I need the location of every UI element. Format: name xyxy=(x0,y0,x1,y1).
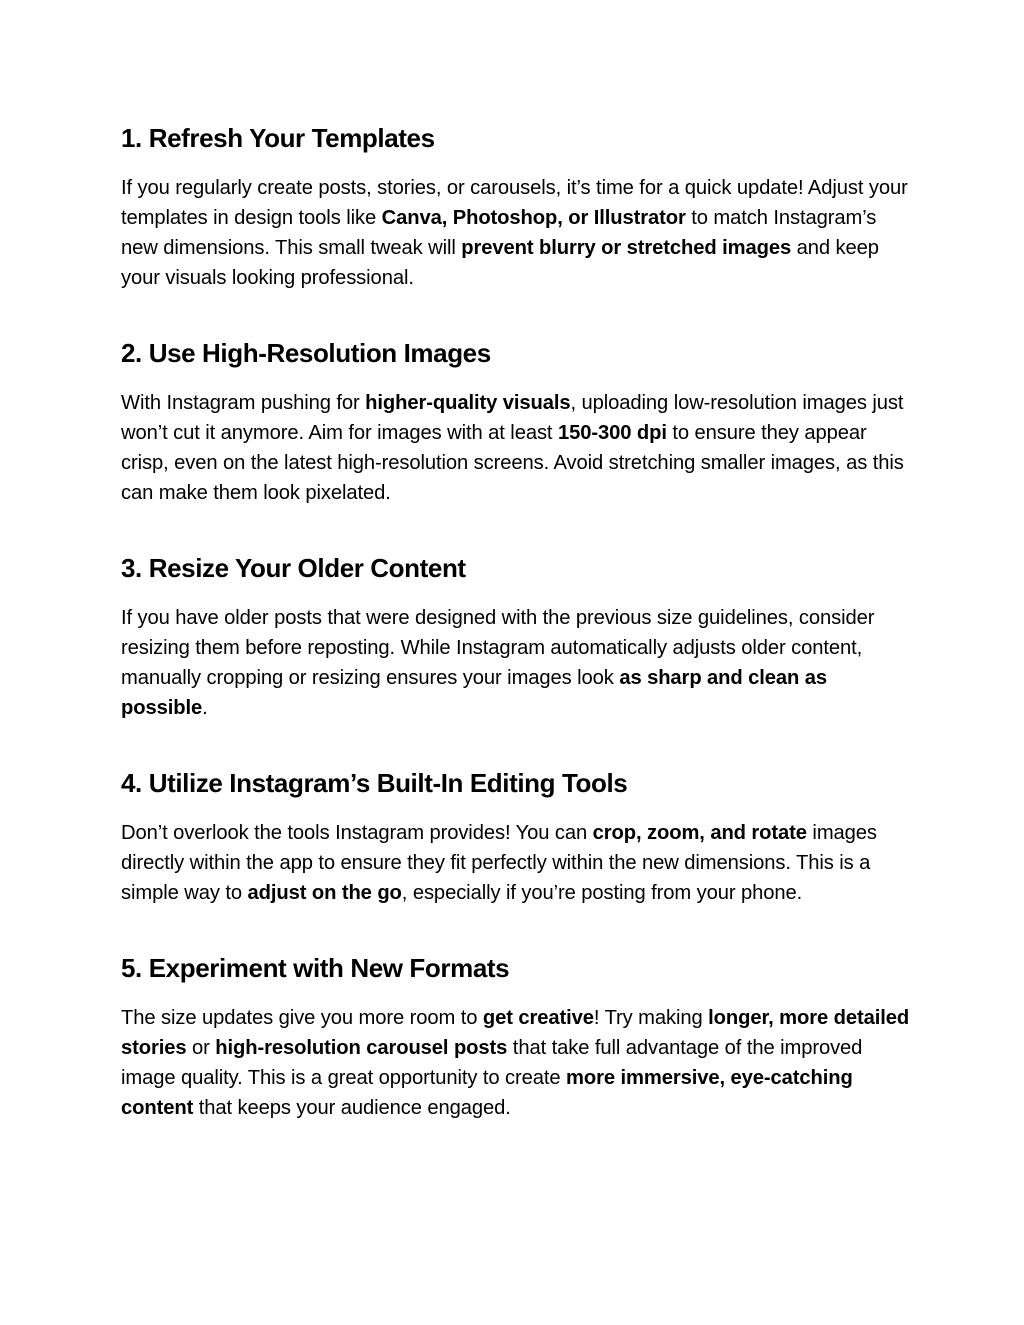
body-text: ! Try making xyxy=(593,1007,709,1029)
section-heading: 4. Utilize Instagram’s Built-In Editing Tools xyxy=(121,768,628,798)
body-bold-text: longer, more detailed stories xyxy=(121,1007,910,1059)
section-heading: 1. Refresh Your Templates xyxy=(121,123,435,153)
section-heading: 5. Experiment with New Formats xyxy=(121,953,510,983)
body-text: . xyxy=(202,697,208,719)
body-text: If you have older posts that were designed with the previous size guidelines, consider resizing them before reposting. While Instagram automatically adjusts older content, manually cropping or resizing ensures your images look xyxy=(121,607,875,689)
body-text: that take full advantage of the improved image quality. This is a great opportunity to create xyxy=(121,1037,863,1089)
body-bold-text: prevent blurry or stretched images xyxy=(461,237,792,259)
body-text: to ensure they appear crisp, even on the latest high-resolution screens. Avoid stretching smaller images, as this can make them look pixelated. xyxy=(121,422,904,504)
body-text: , uploading low-resolution images just won’t cut it anymore. Aim for images with at least xyxy=(121,392,904,444)
section-built-in-editing-tools xyxy=(121,763,904,908)
section-heading: 2. Use High-Resolution Images xyxy=(121,338,491,368)
body-bold-text: as sharp and clean as possible xyxy=(121,667,828,719)
section-body xyxy=(121,1003,911,1123)
section-body xyxy=(121,603,911,723)
section-body xyxy=(121,818,911,908)
body-text: With Instagram pushing for xyxy=(121,392,366,414)
body-bold-text: crop, zoom, and rotate xyxy=(592,822,807,844)
section-resize-older-content xyxy=(121,548,904,723)
section-body xyxy=(121,173,911,293)
body-text: Don’t overlook the tools Instagram provides! You can xyxy=(121,822,593,844)
section-high-resolution-images xyxy=(121,333,904,508)
body-bold-text: high-resolution carousel posts xyxy=(215,1037,508,1059)
body-bold-text: higher-quality visuals xyxy=(365,392,571,414)
body-bold-text: adjust on the go xyxy=(247,882,402,904)
body-bold-text: 150-300 dpi xyxy=(557,422,667,444)
body-text: that keeps your audience engaged. xyxy=(193,1097,511,1119)
section-refresh-templates xyxy=(121,118,908,293)
body-bold-text: get creative xyxy=(482,1007,594,1029)
body-text: , especially if you’re posting from your phone. xyxy=(401,882,803,904)
body-text: or xyxy=(186,1037,216,1059)
body-text: The size updates give you more room to xyxy=(121,1007,483,1029)
body-text: and keep your visuals looking professional. xyxy=(121,237,879,289)
body-text: If you regularly create posts, stories, or carousels, it’s time for a quick update! Adjust your templates in design tools like xyxy=(121,177,908,229)
body-text: to match Instagram’s new dimensions. This small tweak will xyxy=(121,207,877,259)
section-new-formats xyxy=(121,948,910,1123)
body-bold-text: Canva, Photoshop, or Illustrator xyxy=(381,207,686,229)
body-bold-text: more immersive, eye-catching content xyxy=(121,1067,853,1119)
body-text: images directly within the app to ensure they fit perfectly within the new dimensions. This is a simple way to xyxy=(121,822,877,904)
section-body xyxy=(121,388,911,508)
section-heading: 3. Resize Your Older Content xyxy=(121,553,466,583)
